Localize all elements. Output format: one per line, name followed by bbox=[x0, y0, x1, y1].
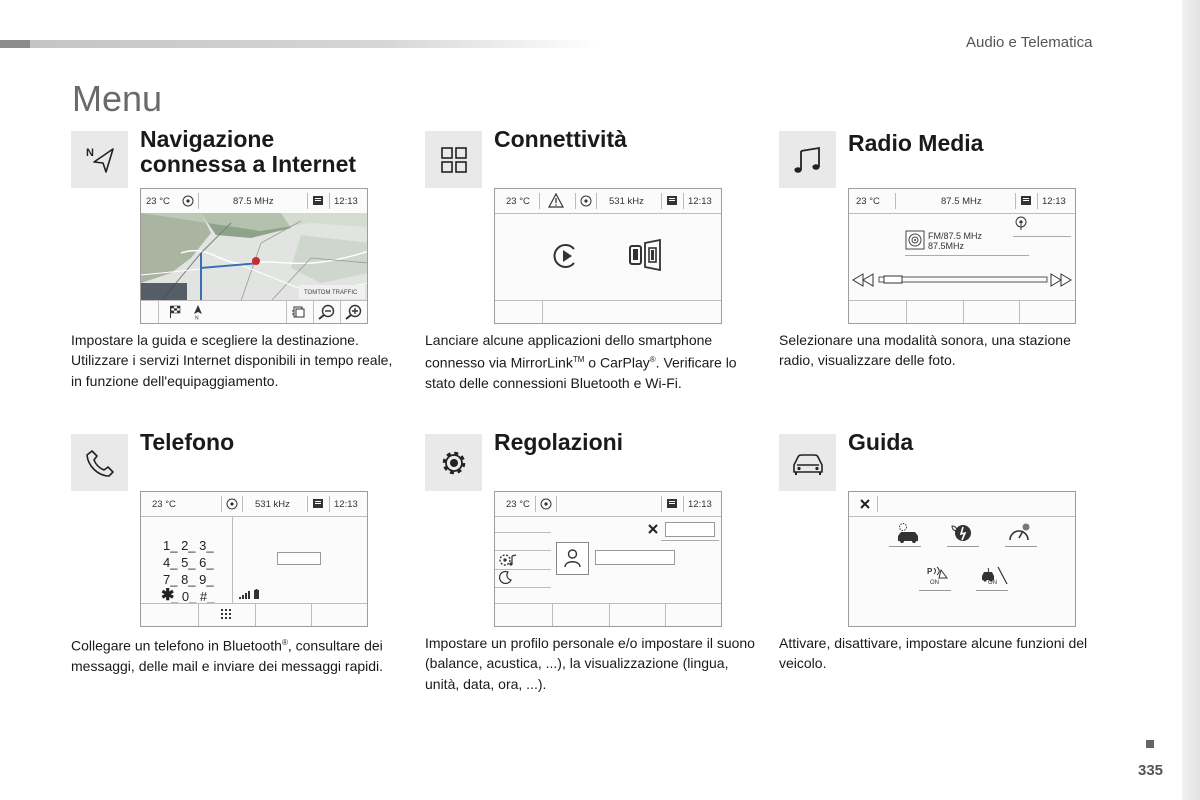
message-icon bbox=[666, 195, 680, 207]
checkered-flag-icon[interactable] bbox=[168, 305, 182, 319]
settings-field[interactable] bbox=[665, 522, 715, 537]
phone-keypad[interactable] bbox=[163, 537, 214, 605]
top-decor-bar bbox=[0, 40, 600, 48]
status-frequency: 531 kHz bbox=[609, 196, 644, 207]
radio-media-screen bbox=[848, 188, 1076, 324]
eco-mode-icon[interactable] bbox=[949, 522, 975, 544]
status-frequency: 531 kHz bbox=[255, 499, 290, 510]
keypad-row[interactable]: 4_ 5_ 6_ bbox=[163, 555, 214, 570]
tuning-slider[interactable] bbox=[851, 272, 1075, 288]
gear-icon bbox=[436, 445, 472, 481]
settings-toolbar bbox=[495, 603, 721, 626]
message-icon bbox=[312, 195, 326, 207]
speed-limiter-icon[interactable] bbox=[1007, 522, 1033, 544]
radio-toolbar bbox=[849, 300, 1075, 323]
radio-media-description: Selezionare una modalità sonora, una stazione radio, visualizzare delle foto. bbox=[779, 332, 1071, 369]
page-number: 335 bbox=[1138, 762, 1164, 779]
svg-text:N: N bbox=[195, 315, 199, 320]
status-bar bbox=[495, 492, 721, 517]
connectivity-description-part3: . Verificare lo stato delle connessioni Bluetooth e Wi-Fi. bbox=[425, 354, 737, 392]
phone-description-part1: Collegare un telefono in Bluetooth bbox=[71, 637, 282, 654]
card-connectivity bbox=[425, 126, 765, 431]
map-traffic-tag: TOMTOM TRAFFIC bbox=[304, 290, 358, 296]
status-bar bbox=[849, 189, 1075, 214]
phone-description-part2: , consultare dei messaggi, delle mail e inviare dei messaggi rapidi. bbox=[71, 637, 384, 674]
close-icon[interactable] bbox=[859, 498, 871, 510]
connectivity-tile[interactable] bbox=[425, 131, 482, 188]
navigation-title-line2: connessa a Internet bbox=[140, 151, 357, 177]
close-icon[interactable] bbox=[647, 523, 659, 535]
navigation-icon bbox=[80, 140, 120, 180]
svg-text:P: P bbox=[927, 567, 933, 576]
signal-battery-icon bbox=[238, 588, 264, 600]
card-driving bbox=[779, 429, 1119, 734]
status-temp: 23 °C bbox=[856, 196, 880, 207]
settings-description: Impostare un profilo personale e/o impostare il suono (balance, acustica, ...), la visualizzazione (lingua, unità, data, ora, ...). bbox=[425, 635, 755, 692]
connectivity-title: Connettività bbox=[494, 126, 627, 152]
message-icon bbox=[312, 498, 326, 510]
antenna-icon bbox=[225, 497, 239, 511]
navigation-screen bbox=[140, 188, 368, 324]
night-mode-icon[interactable] bbox=[499, 570, 513, 584]
connectivity-description-part2: o CarPlay bbox=[584, 354, 650, 371]
registered-mark: ® bbox=[281, 638, 288, 647]
status-temp: 23 °C bbox=[506, 499, 530, 510]
antenna-icon bbox=[579, 194, 593, 208]
navigation-description: Impostare la guida e scegliere la destinazione. Utilizzare i servizi Internet disponibili in tempo reale, in funzione dell'equipaggiamento. bbox=[71, 332, 393, 389]
smartphone-connection-icon[interactable] bbox=[627, 239, 665, 271]
station-name: 87.5MHz bbox=[928, 241, 965, 251]
radio-station-icon bbox=[905, 230, 925, 250]
star-key-icon[interactable]: ✱ bbox=[161, 587, 175, 604]
connectivity-description bbox=[425, 330, 755, 394]
settings-title: Regolazioni bbox=[494, 429, 624, 455]
navigation-title bbox=[140, 127, 420, 177]
page-title: Menu bbox=[72, 78, 163, 119]
trademark-mark: TM bbox=[572, 355, 585, 365]
status-time: 12:13 bbox=[1042, 196, 1066, 207]
status-bar bbox=[495, 189, 721, 214]
phone-description bbox=[71, 633, 401, 676]
app-launch-icon[interactable] bbox=[551, 241, 581, 271]
page-marker bbox=[1146, 740, 1154, 748]
message-icon bbox=[666, 498, 680, 510]
vehicle-settings-icon[interactable] bbox=[895, 522, 921, 544]
status-temp: 23 °C bbox=[152, 499, 176, 510]
radio-media-tile[interactable] bbox=[779, 131, 836, 188]
map-view-icon[interactable] bbox=[291, 305, 309, 319]
settings-screen bbox=[494, 491, 722, 627]
zoom-in-icon[interactable] bbox=[343, 304, 365, 320]
status-temp: 23 °C bbox=[146, 196, 170, 207]
driving-title: Guida bbox=[848, 429, 914, 455]
profile-button[interactable] bbox=[556, 542, 589, 575]
phone-title: Telefono bbox=[140, 429, 235, 455]
park-assist-on-label: ON bbox=[930, 580, 939, 586]
driving-tile[interactable] bbox=[779, 434, 836, 491]
lane-assist-on-label: ON bbox=[988, 580, 997, 586]
status-temp: 23 °C bbox=[506, 196, 530, 207]
phone-screen bbox=[140, 491, 368, 627]
page-edge-strip bbox=[1182, 0, 1200, 800]
navigation-map bbox=[141, 213, 368, 301]
status-frequency: 87.5 MHz bbox=[233, 196, 274, 207]
status-bar bbox=[849, 492, 1075, 517]
message-icon bbox=[1020, 195, 1034, 207]
status-time: 12:13 bbox=[334, 196, 358, 207]
user-profile-icon bbox=[557, 543, 588, 574]
navigation-title-line1: Navigazione bbox=[140, 126, 275, 152]
antenna-icon bbox=[181, 194, 195, 208]
dialpad-icon[interactable] bbox=[219, 608, 233, 622]
station-frequency: FM/87.5 MHz bbox=[928, 231, 983, 241]
card-settings bbox=[425, 429, 765, 734]
card-navigation bbox=[71, 126, 411, 431]
navigation-toolbar bbox=[141, 300, 367, 323]
card-radio-media bbox=[779, 131, 1119, 431]
zoom-out-icon[interactable] bbox=[316, 304, 338, 320]
connectivity-screen bbox=[494, 188, 722, 324]
keypad-row[interactable]: 1_ 2_ 3_ bbox=[163, 538, 214, 553]
keypad-row-last: _ 0_ #_ bbox=[171, 589, 215, 604]
warning-icon bbox=[548, 193, 564, 208]
connectivity-toolbar bbox=[495, 300, 721, 323]
driving-screen bbox=[848, 491, 1076, 627]
radio-media-title: Radio Media bbox=[848, 130, 984, 156]
status-frequency: 87.5 MHz bbox=[941, 196, 982, 207]
phone-toolbar bbox=[141, 603, 367, 626]
audio-settings-icon[interactable] bbox=[498, 552, 518, 568]
status-time: 12:13 bbox=[688, 196, 712, 207]
status-bar bbox=[141, 189, 367, 214]
antenna-icon bbox=[1013, 215, 1029, 231]
phone-icon bbox=[83, 446, 117, 480]
status-time: 12:13 bbox=[688, 499, 712, 510]
keypad-row[interactable]: 7_ 8_ 9_ bbox=[163, 572, 214, 587]
antenna-icon bbox=[539, 497, 553, 511]
profile-name-field[interactable] bbox=[595, 550, 675, 565]
call-display-field bbox=[277, 552, 321, 565]
settings-tile[interactable] bbox=[425, 434, 482, 491]
section-title: Audio e Telematica bbox=[966, 34, 1093, 51]
connectivity-description-part1: Lanciare alcune applicazioni dello smartphone connesso via MirrorLink bbox=[425, 332, 713, 371]
card-phone bbox=[71, 429, 411, 734]
music-note-icon bbox=[791, 143, 825, 177]
registered-mark: ® bbox=[649, 355, 656, 365]
navigation-tile[interactable] bbox=[71, 131, 128, 188]
svg-text:N: N bbox=[85, 146, 94, 159]
compass-north-icon[interactable] bbox=[191, 304, 205, 320]
status-bar bbox=[141, 492, 367, 517]
car-icon bbox=[789, 448, 827, 478]
apps-grid-icon bbox=[438, 144, 470, 176]
driving-description: Attivare, disattivare, impostare alcune funzioni del veicolo. bbox=[779, 635, 1088, 672]
phone-tile[interactable] bbox=[71, 434, 128, 491]
status-time: 12:13 bbox=[334, 499, 358, 510]
